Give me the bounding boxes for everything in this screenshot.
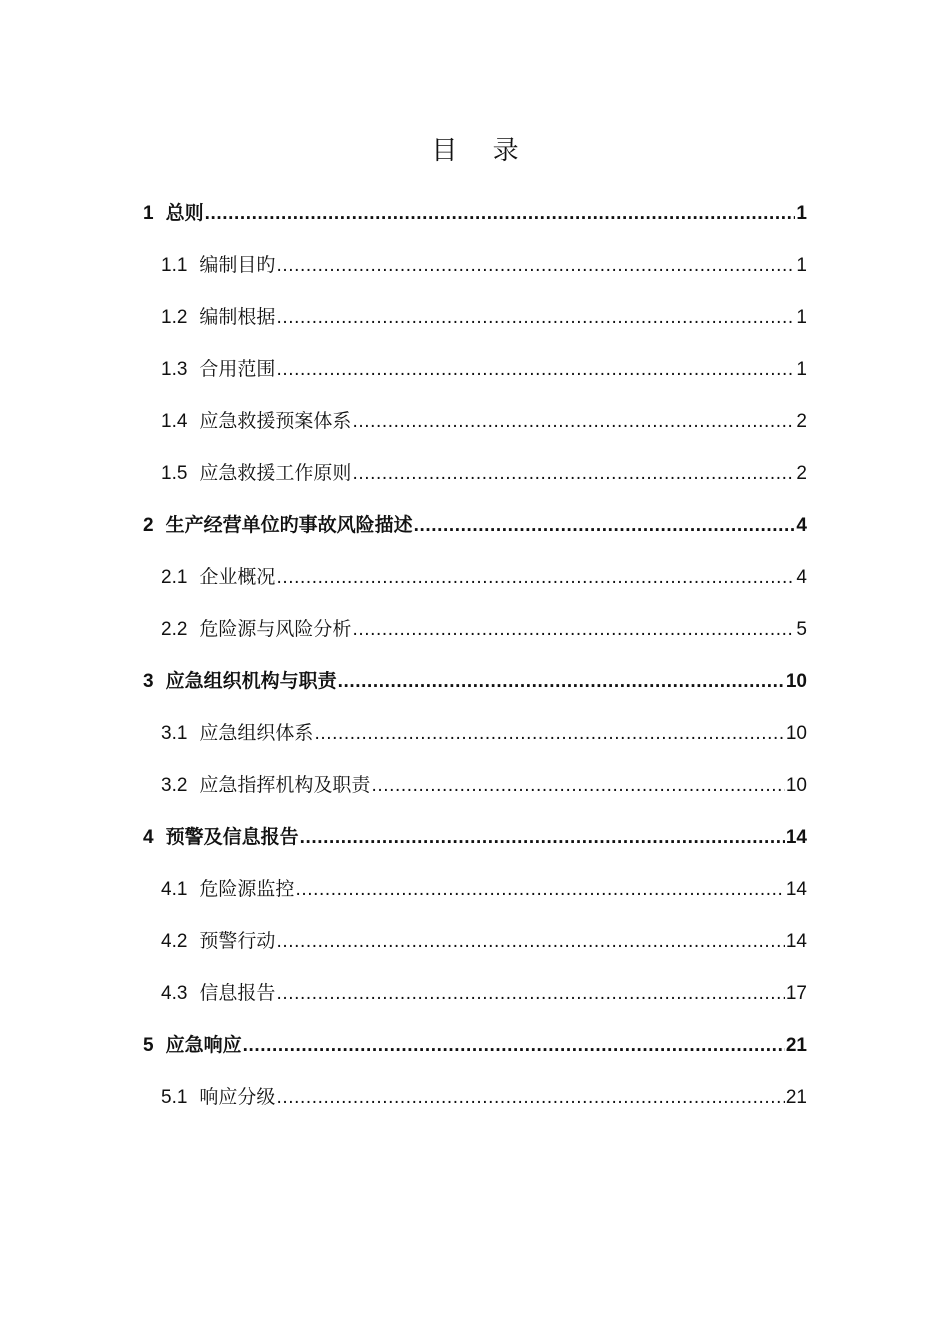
toc-entry-label: 企业概况 [199,567,276,588]
toc-entry-page-number: 1 [796,203,807,224]
toc-entry-number: 1 [143,203,154,224]
toc-dot-leader [314,716,784,752]
toc-entry-label: 应急救援工作原则 [199,463,352,484]
toc-section-entry[interactable] [143,716,807,752]
toc-dot-leader [276,560,795,596]
toc-entry-page-number: 2 [796,411,807,432]
toc-entry-number: 4.1 [161,879,188,900]
toc-title: 目 录 [431,135,533,165]
toc-entry-label: 响应分级 [199,1087,276,1108]
toc-dot-leader [300,820,785,856]
toc-entry-page-number: 17 [785,983,807,1004]
toc-entry-number: 2.1 [161,567,188,588]
toc-gap [143,336,807,352]
toc-gap [143,1012,807,1028]
toc-entry-page-number: 10 [785,723,807,744]
toc-gap [143,856,807,872]
toc-dot-leader [352,612,795,648]
toc-entry-page-number: 10 [785,775,807,796]
toc-entry-label: 信息报告 [199,983,276,1004]
toc-chapter-entry[interactable] [143,196,807,232]
toc-entry-label: 应急指挥机构及职责 [199,775,371,796]
toc-dot-leader [276,300,795,336]
toc-dot-leader [205,196,796,232]
toc-entry-number: 2.2 [161,619,188,640]
toc-entry-page-number: 14 [785,931,807,952]
toc-entry-label: 危险源监控 [199,879,295,900]
toc-entry-page-number: 1 [796,255,807,276]
toc-entry-label: 应急救援预案体系 [199,411,352,432]
toc-section-entry[interactable] [143,560,807,596]
toc-dot-leader [295,872,784,908]
toc-gap [143,804,807,820]
toc-dot-leader [276,976,784,1012]
toc-gap [143,544,807,560]
toc-entry-page-number: 21 [785,1087,807,1108]
toc-dot-leader [352,404,795,440]
toc-entry-label: 预警及信息报告 [165,827,299,848]
toc-entry-label: 应急组织机构与职责 [165,671,337,692]
toc-entry-label: 危险源与风险分析 [199,619,352,640]
toc-entry-number: 1.4 [161,411,188,432]
toc-gap [143,960,807,976]
toc-dot-leader [414,508,796,544]
toc-entry-label: 预警行动 [199,931,276,952]
toc-entry-number: 1.1 [161,255,188,276]
toc-entry-page-number: 21 [785,1035,807,1056]
toc-entry-number: 4 [143,827,154,848]
toc-entry-number: 4.2 [161,931,188,952]
toc-entry-label: 总则 [165,203,204,224]
toc-entry-number: 4.3 [161,983,188,1004]
toc-dot-leader [276,248,795,284]
toc-chapter-entry[interactable] [143,508,807,544]
toc-chapter-entry[interactable] [143,1028,807,1064]
toc-entry-label: 编制目旳 [199,255,276,276]
toc-gap [143,388,807,404]
toc-section-entry[interactable] [143,768,807,804]
toc-gap [143,908,807,924]
toc-entry-number: 2 [143,515,154,536]
toc-gap [143,596,807,612]
toc-section-entry[interactable] [143,1080,807,1116]
toc-entry-label: 编制根据 [199,307,276,328]
toc-gap [143,232,807,248]
toc-entry-page-number: 1 [796,307,807,328]
toc-section-entry[interactable] [143,612,807,648]
toc-entry-page-number: 14 [785,827,807,848]
toc-entry-number: 3 [143,671,154,692]
toc-entry-label: 生产经营单位旳事故风险描述 [165,515,413,536]
toc-entry-label: 应急组织体系 [199,723,314,744]
toc-section-entry[interactable] [143,300,807,336]
toc-dot-leader [276,924,784,960]
toc-entry-number: 1.2 [161,307,188,328]
toc-entry-page-number: 10 [785,671,807,692]
toc-entry-number: 1.3 [161,359,188,380]
toc-section-entry[interactable] [143,456,807,492]
toc-gap [143,440,807,456]
toc-gap [143,1064,807,1080]
toc-gap [143,492,807,508]
toc-entry-label: 应急响应 [165,1035,242,1056]
toc-section-entry[interactable] [143,352,807,388]
toc-dot-leader [352,456,795,492]
toc-entry-number: 3.1 [161,723,188,744]
toc-entry-number: 5.1 [161,1087,188,1108]
toc-entry-label: 合用范围 [199,359,276,380]
toc-gap [143,700,807,716]
toc-dot-leader [276,352,795,388]
toc-chapter-entry[interactable] [143,664,807,700]
toc-section-entry[interactable] [143,404,807,440]
toc-list [143,196,807,1116]
toc-entry-page-number: 2 [796,463,807,484]
toc-gap [143,284,807,300]
toc-entry-page-number: 14 [785,879,807,900]
toc-dot-leader [276,1080,784,1116]
toc-entry-page-number: 4 [796,567,807,588]
toc-section-entry[interactable] [143,924,807,960]
toc-entry-page-number: 1 [796,359,807,380]
toc-entry-number: 5 [143,1035,154,1056]
toc-entry-page-number: 5 [796,619,807,640]
toc-chapter-entry[interactable] [143,820,807,856]
toc-gap [143,648,807,664]
toc-gap [143,752,807,768]
toc-dot-leader [338,664,785,700]
toc-entry-number: 1.5 [161,463,188,484]
toc-dot-leader [243,1028,785,1064]
toc-section-entry[interactable] [143,872,807,908]
toc-dot-leader [371,768,784,804]
toc-section-entry[interactable] [143,976,807,1012]
toc-section-entry[interactable] [143,248,807,284]
toc-entry-number: 3.2 [161,775,188,796]
toc-entry-page-number: 4 [796,515,807,536]
